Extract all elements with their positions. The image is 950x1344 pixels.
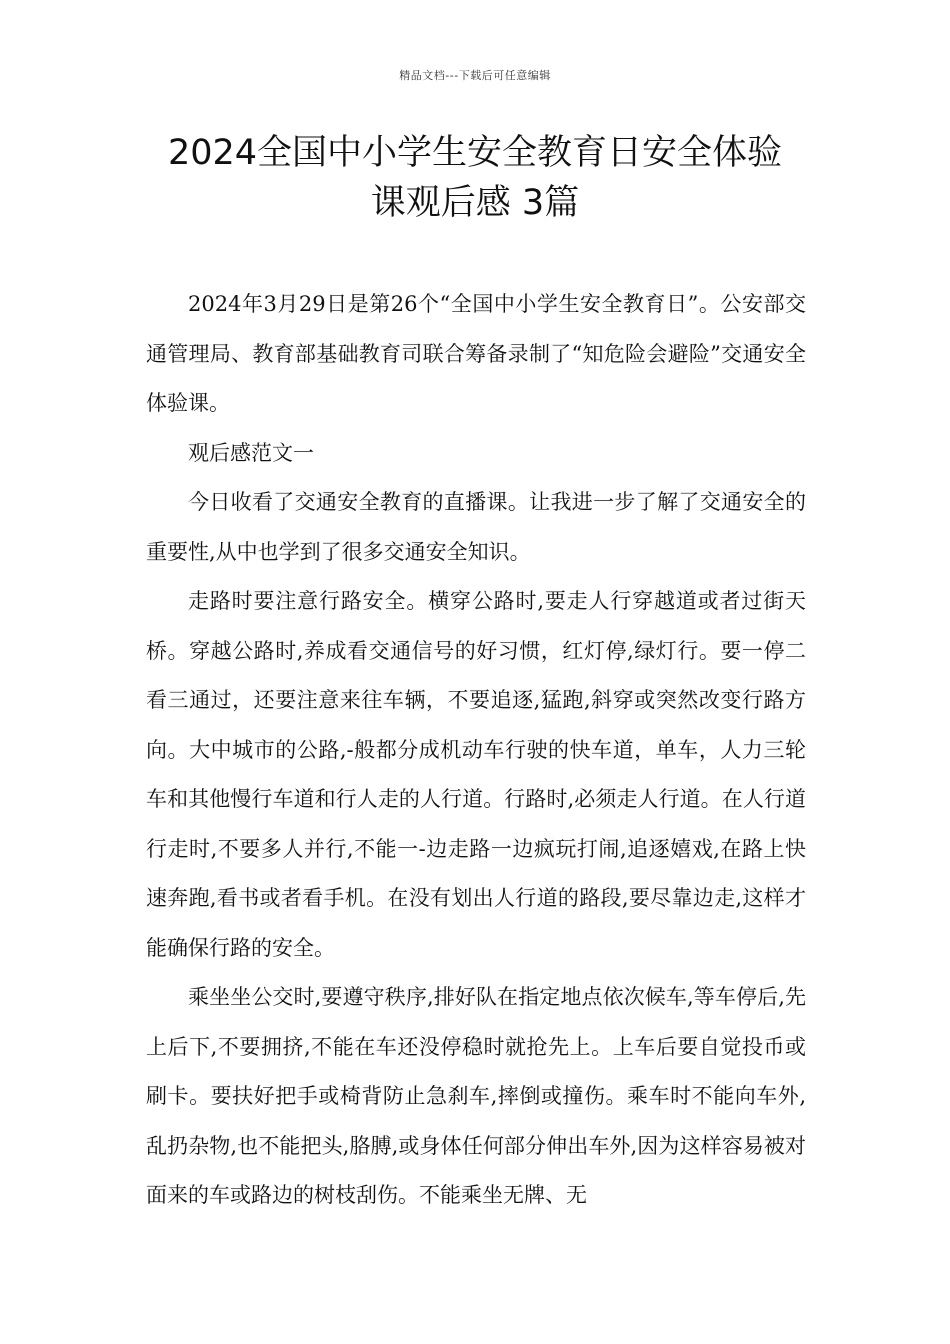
title-line-2: 课观后感 3篇	[370, 183, 580, 223]
header-note: 精品文档---下载后可任意编辑	[399, 69, 551, 82]
section-heading: 观后感范文一	[188, 440, 314, 465]
body-paragraph: 今日收看了交通安全教育的直播课。让我进一步了解了交通安全的重要性,从中也学到了很多交通安全知识。	[146, 490, 806, 564]
title-line-1: 2024全国中小学生安全教育日安全体验	[167, 133, 783, 173]
document-title	[120, 128, 830, 228]
document-body	[146, 280, 806, 1221]
body-paragraph: 乘坐坐公交时,要遵守秩序,排好队在指定地点依次候车,等车停后,先上后下,不要拥挤,不能在车还没停稳时就抢先上。上车后要自觉投币或刷卡。要扶好把手或椅背防止急刹车,摔倒或撞伤。乘车时不能向车外,乱扔杂物,也不能把头,胳膊,或身体任何部分伸出车外,因为这样容易被对面来的车或路边的树枝刮伤。不能乘坐无牌、无	[146, 985, 806, 1207]
body-paragraph: 走路时要注意行路安全。横穿公路时,要走人行穿越道或者过街天桥。穿越公路时,养成看交通信号的好习惯，红灯停,绿灯行。要一停二看三通过，还要注意来往车辆，不要追逐,猛跑,斜穿或突然改变行路方向。大中城市的公路,-般都分成机动车行驶的快车道，单车，人力三轮车和其他慢行车道和行人走的人行道。行路时,必须走人行道。在人行道行走时,不要多人并行,不能一-边走路一边疯玩打闹,追逐嬉戏,在路上快速奔跑,看书或者看手机。在没有划出人行道的路段,要尽靠边走,这样才能确保行路的安全。	[146, 589, 806, 960]
intro-paragraph: 2024年3月29日是第26个“全国中小学生安全教育日”。公安部交通管理局、教育部基础教育司联合筹备录制了“知危险会避险”交通安全体验课。	[146, 292, 806, 415]
